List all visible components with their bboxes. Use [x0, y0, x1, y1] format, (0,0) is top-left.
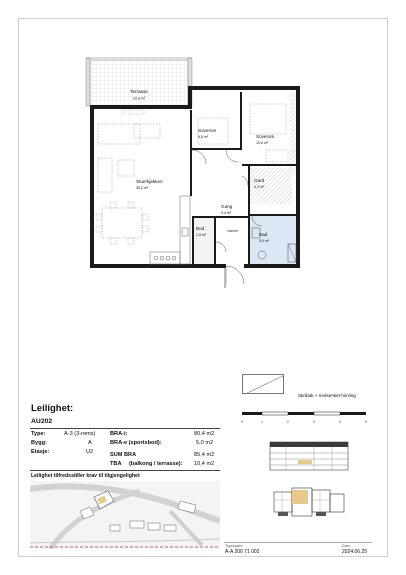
scale-tick-2: 2 — [287, 420, 289, 424]
legend-label: Skråtak + nedsenket himling — [298, 393, 356, 398]
divider-top — [30, 428, 220, 429]
section-key-plan — [268, 440, 350, 474]
room-area-stue: 35,2 m² — [136, 186, 149, 190]
room-area-gard: 4,3 m² — [254, 185, 265, 189]
detail-label-etasje: Etasje: — [31, 449, 50, 455]
scale-tick-5: 5 — [365, 420, 367, 424]
unit-code: AU202 — [31, 418, 53, 425]
room-name-gang: Gang — [221, 204, 233, 209]
room-area-gang: 9,4 m² — [221, 211, 232, 215]
area-label-tba: TBA (balkong / terrasse): — [110, 461, 183, 467]
room-area-bad: 5,0 m² — [259, 239, 270, 243]
date-value: 2024.06.25 — [342, 549, 368, 555]
room-name-bad: Bad — [259, 232, 268, 237]
detail-value-etasje: U2 — [86, 449, 94, 455]
site-map — [30, 481, 220, 549]
area-value-tba: 10,4 m2 — [194, 461, 215, 467]
bod-floor — [194, 218, 214, 264]
room-name-soverom-2: Soverom — [256, 134, 275, 139]
drawing-no: A-A 200 71 002 — [225, 549, 260, 555]
scale-tick-3: 3 — [313, 420, 315, 424]
floor-key-plan — [268, 484, 350, 524]
area-value-sum-bra: 85,4 m2 — [194, 452, 215, 458]
room-name-terrasse: Terrasse — [130, 89, 148, 94]
legend-diagonal — [243, 375, 284, 394]
room-area-soverom-1: 9,5 m² — [198, 135, 209, 139]
door-label: Vaskem — [227, 229, 239, 233]
footer-divider — [224, 542, 372, 543]
room-name-gard: Gard — [254, 178, 265, 183]
area-label-bra-i: BRA-i: — [110, 431, 128, 437]
drawing-no-label: Tegningsnr: — [225, 544, 244, 548]
accessibility-note: Leilighet tilfredsstiller krav til tilgjengelighet — [31, 473, 140, 479]
scale-tick-4: 4 — [339, 420, 341, 424]
area-value-bra-e: 5,0 m2 — [196, 440, 214, 446]
detail-label-type: Type: — [31, 431, 46, 437]
area-label-bra-e: BRA-e (sportsbod): — [110, 440, 162, 446]
area-value-bra-i: 80,4 m2 — [194, 431, 215, 437]
scale-tick-0: 0 — [241, 420, 243, 424]
bathroom-floor — [250, 216, 296, 264]
detail-value-type: A-3 (3-roms) — [64, 431, 96, 437]
slope-hatch — [290, 92, 296, 172]
room-area-soverom-2: 10,6 m² — [256, 141, 269, 145]
detail-value-bygg: A — [88, 440, 92, 446]
unit-heading: Leilighet: — [31, 403, 74, 414]
legend-swatch — [242, 374, 284, 394]
kitchen-counter — [150, 196, 190, 264]
scale-bar — [236, 410, 376, 430]
room-name-bod: Bod — [196, 226, 205, 231]
date-label: Dato: — [342, 544, 351, 548]
room-area-bod: 2,5 m² — [196, 233, 207, 237]
scale-tick-1: 1 — [261, 420, 263, 424]
room-name-stue: Stue/kjøkken — [136, 179, 163, 184]
detail-label-bygg: Bygg: — [31, 440, 47, 446]
divider-bottom — [30, 470, 220, 471]
room-area-terrasse: 10,4 m² — [132, 96, 146, 101]
area-label-sum-bra: SUM BRA — [110, 452, 137, 458]
room-name-soverom-1: Soverom — [198, 128, 217, 133]
